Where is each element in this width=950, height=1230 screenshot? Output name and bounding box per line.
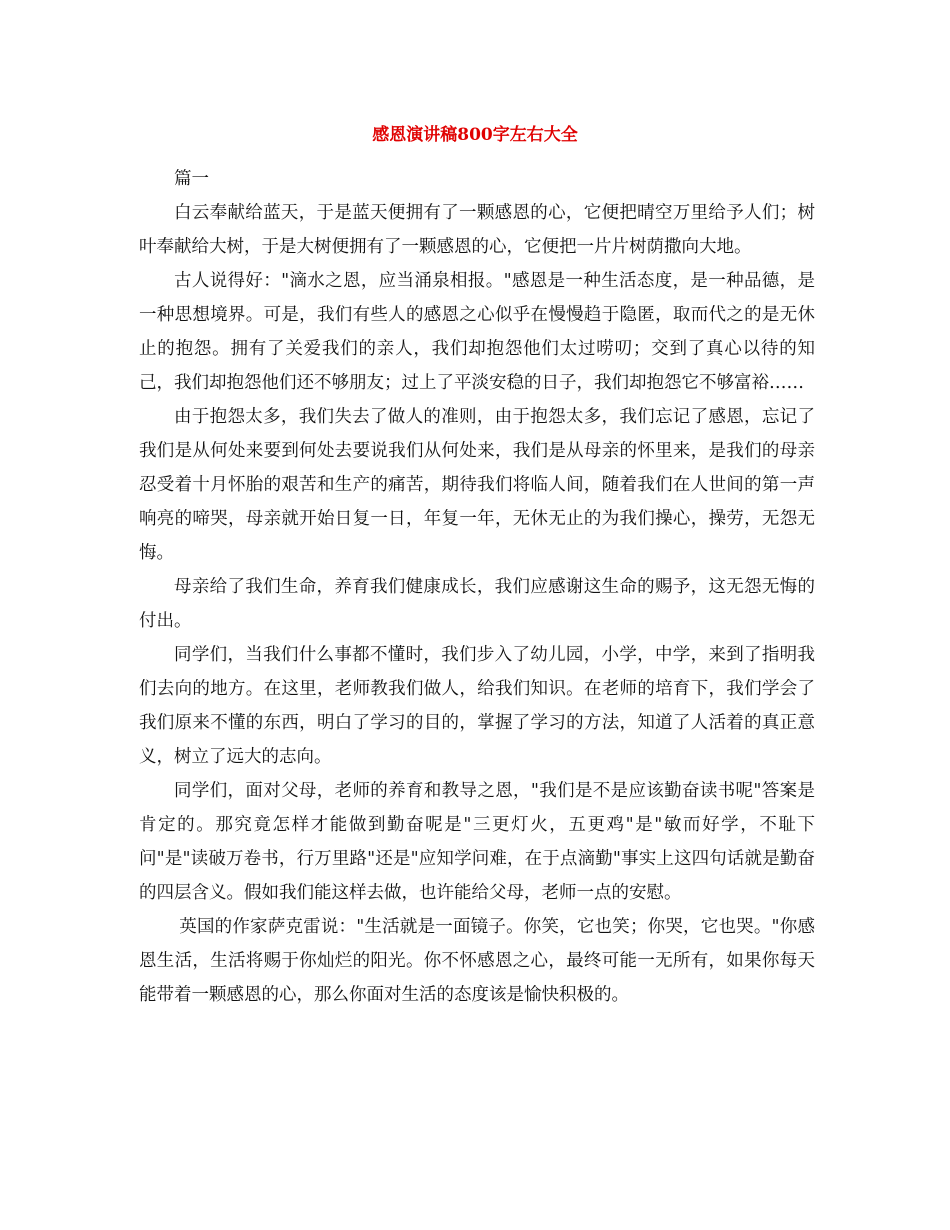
paragraph-5: 同学们，当我们什么事都不懂时，我们步入了幼儿园，小学，中学，来到了指明我们去向的地方。在这里，老师教我们做人，给我们知识。在老师的培育下，我们学会了我们原来不懂的东西，明白了学习的目的，掌握了学习的方法，知道了人活着的真正意义，树立了远大的志向。 — [139, 645, 815, 767]
paragraph-4: 母亲给了我们生命，养育我们健康成长，我们应感谢这生命的赐予，这无怨无悔的付出。 — [139, 577, 815, 631]
paragraph-3: 由于抱怨太多，我们失去了做人的准则，由于抱怨太多，我们忘记了感恩，忘记了我们是从何处来要到何处去要说我们从何处来，我们是从母亲的怀里来，是我们的母亲忍受着十月怀胎的艰苦和生产的痛苦，期待我们将临人间，随着我们在人世间的第一声响亮的啼哭，母亲就开始日复一日，年复一年，无休无止的为我们操心，操劳，无怨无悔。 — [139, 407, 815, 563]
paragraph-1: 白云奉献给蓝天，于是蓝天便拥有了一颗感恩的心，它便把晴空万里给予人们；树叶奉献给大树，于是大树便拥有了一颗感恩的心，它便把一片片树荫撒向大地。 — [139, 203, 815, 257]
section-heading: 篇一 — [174, 169, 209, 189]
paragraph-2: 古人说得好："滴水之恩，应当涌泉相报。"感恩是一种生活态度，是一种品德，是一种思想境界。可是，我们有些人的感恩之心似乎在慢慢趋于隐匿，取而代之的是无休止的抱怨。拥有了关爱我们的亲人，我们却抱怨他们太过唠叨；交到了真心以待的知己，我们却抱怨他们还不够朋友；过上了平淡安稳的日子，我们却抱怨它不够富裕…… — [139, 271, 815, 393]
paragraph-7: 英国的作家萨克雷说："生活就是一面镜子。你笑，它也笑；你哭，它也哭。"你感恩生活，生活将赐于你灿烂的阳光。你不怀感恩之心，最终可能一无所有，如果你每天能带着一颗感恩的心，那么你面对生活的态度该是愉快积极的。 — [139, 917, 815, 1005]
document-body — [139, 162, 815, 1012]
paragraph-6: 同学们，面对父母，老师的养育和教导之恩，"我们是不是应该勤奋读书呢"答案是肯定的。那究竟怎样才能做到勤奋呢是"三更灯火，五更鸡"是"敏而好学，不耻下问"是"读破万卷书，行万里路"还是"应知学问难，在于点滴勤"事实上这四句话就是勤奋的四层含义。假如我们能这样去做，也许能给父母，老师一点的安慰。 — [139, 781, 815, 903]
document-title: 感恩演讲稿800字左右大全 — [372, 125, 578, 145]
